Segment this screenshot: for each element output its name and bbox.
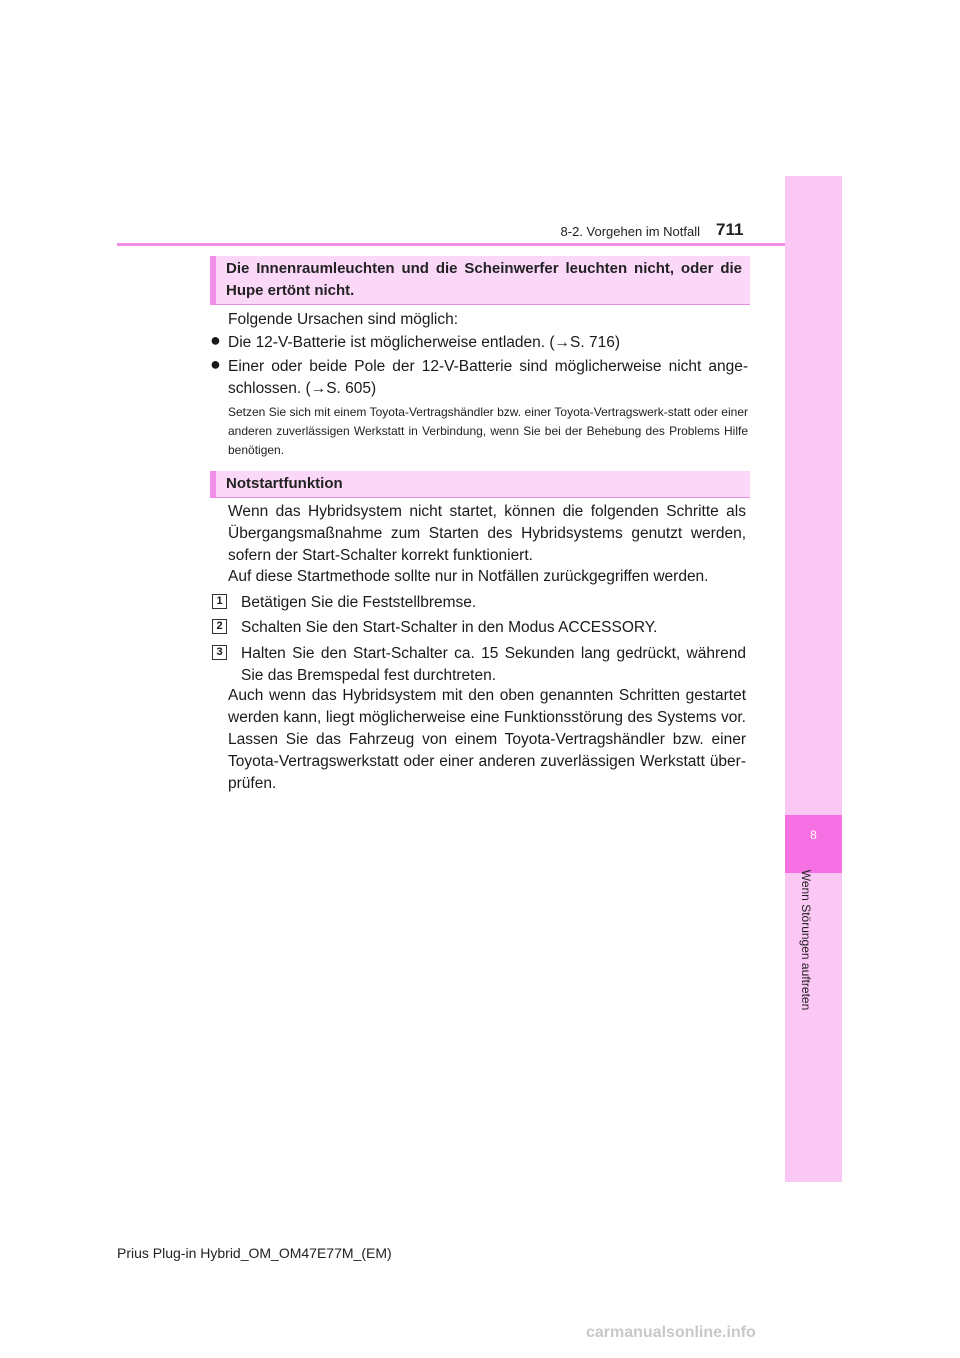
bullet-text: Einer oder beide Pole der 12-V-Batterie sind möglicherweise nicht ange-schlossen. (→S. 605) bbox=[228, 358, 748, 397]
bullet-list bbox=[210, 331, 748, 401]
watermark: carmanualsonline.info bbox=[586, 1324, 756, 1341]
chapter-side-strip bbox=[785, 176, 842, 1182]
section2-intro: Wenn das Hybridsystem nicht startet, können die folgenden Schritte als Übergangsmaßnahme zum Starten des Hybridsystems genutzt werden, sofern der Start-Schalter korrekt funktioniert. bbox=[228, 503, 746, 564]
header-rule bbox=[117, 243, 785, 246]
step-text: Halten Sie den Start-Schalter ca. 15 Sekunden lang gedrückt, während Sie das Bremspedal fest durchtreten. bbox=[241, 645, 746, 684]
section-heading-text: Die Innenraumleuchten und die Scheinwerfer leuchten nicht, oder die Hupe ertönt nicht. bbox=[226, 260, 742, 299]
section-heading-emergency-start bbox=[210, 471, 750, 498]
chapter-number: 8 bbox=[810, 828, 817, 842]
note-text: Setzen Sie sich mit einem Toyota-Vertragshändler bzw. einer Toyota-Vertragswerk-statt oder einer anderen zuverlässigen Werkstatt in Verbindung, wenn Sie bei der Behebung des Problems Hilfe benötigen. bbox=[228, 405, 748, 457]
bullet-dot-icon: ● bbox=[210, 330, 221, 350]
section-heading-text: Notstartfunktion bbox=[226, 475, 343, 492]
section-heading-lights bbox=[210, 256, 750, 305]
step-number-badge: 2 bbox=[212, 619, 227, 634]
chapter-tab bbox=[785, 815, 842, 873]
list-item bbox=[210, 355, 748, 401]
section-label: 8-2. Vorgehen im Notfall bbox=[560, 224, 700, 239]
step-number-badge: 1 bbox=[212, 594, 227, 609]
chapter-title: Wenn Störungen auftreten bbox=[799, 869, 813, 1011]
section2-intro-note: Auf diese Startmethode sollte nur in Notfällen zurückgegriffen werden. bbox=[228, 568, 709, 585]
step-text: Schalten Sie den Start-Schalter in den Modus ACCESSORY. bbox=[241, 619, 658, 636]
document-id: Prius Plug-in Hybrid_OM_OM47E77M_(EM) bbox=[117, 1245, 392, 1261]
list-item bbox=[210, 331, 748, 355]
bullet-text: Die 12-V-Batterie ist möglicherweise entladen. (→S. 716) bbox=[228, 334, 620, 351]
section2-closing: Auch wenn das Hybridsystem mit den oben genannten Schritten gestartet werden kann, liegt möglicherweise eine Funktionsstörung des Systems vor. Lassen Sie das Fahrzeug von einem Toyota-Vertragshändler bzw. einer Toyota-Vertragswerkstatt oder einer anderen zuverlässigen Werkstatt über-prüfen. bbox=[228, 687, 746, 792]
page-number: 711 bbox=[716, 220, 744, 239]
section1-intro: Folgende Ursachen sind möglich: bbox=[228, 311, 459, 328]
bullet-dot-icon: ● bbox=[210, 354, 221, 374]
step-text: Betätigen Sie die Feststellbremse. bbox=[241, 594, 477, 611]
step-number-badge: 3 bbox=[212, 645, 227, 660]
